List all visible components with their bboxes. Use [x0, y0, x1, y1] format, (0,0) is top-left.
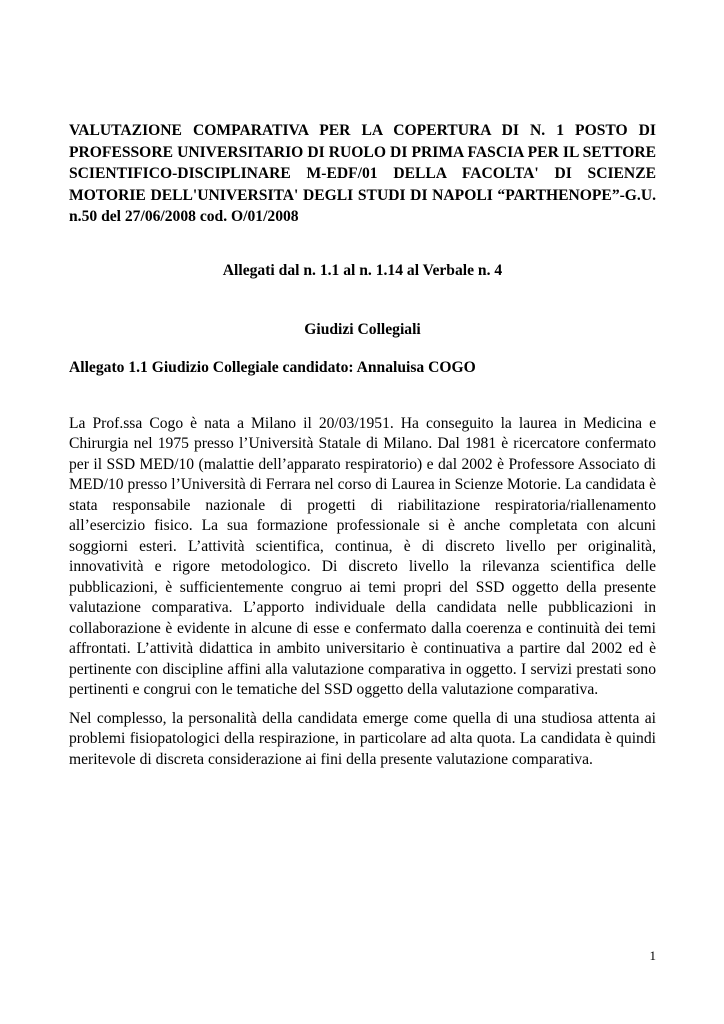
annex-title: Allegato 1.1 Giudizio Collegiale candidato: Annaluisa COGO [69, 358, 476, 376]
judgment-paragraph-2: Nel complesso, la personalità della candidata emerge come quella di una studiosa attenta ai problemi fisiopatologici della respirazione, in particolare ad alta quota. La candidata è quindi meritevole di discreta considerazione ai fini della presente valutazione comparativa. [69, 709, 656, 768]
allegati-line: Allegati dal n. 1.1 al n. 1.14 al Verbale n. 4 [222, 261, 503, 279]
document-body [69, 120, 656, 770]
document-title: VALUTAZIONE COMPARATIVA PER LA COPERTURA DI N. 1 POSTO DI PROFESSORE UNIVERSITARIO DI RUOLO DI PRIMA FASCIA PER IL SETTORE SCIENTIFICO-DISCIPLINARE M-EDF/01 DELLA FACOLTA' DI SCIENZE MOTORIE DELL'UNIVERSITA' DEGLI STUDI DI NAPOLI “PARTHENOPE”-G.U. n.50 del 27/06/2008 cod. O/01/2008 [69, 122, 656, 225]
judgment-paragraph-1: La Prof.ssa Cogo è nata a Milano il 20/03/1951. Ha conseguito la laurea in Medicina e Chirurgia nel 1975 presso l’Università Statale di Milano. Dal 1981 è ricercatore confermato per il SSD MED/10 (malattie dell’apparato respiratorio) e dal 2002 è Professore Associato di MED/10 presso l’Università di Ferrara nel corso di Laurea in Scienze Motorie. La candidata è stata responsabile nazionale di progetti di riabilitazione respiratoria/riallenamento all’esercizio fisico. La sua formazione professionale si è anche completata con alcuni soggiorni esteri. L’attività scientifica, continua, è di discreto livello per originalità, innovatività e rigore metodologico. Di discreto livello la rilevanza scientifica delle pubblicazioni, è sufficientemente congruo ai temi propri del SSD oggetto della presente valutazione comparativa. L’apporto individuale della candidata nelle pubblicazioni in collaborazione è evidente in alcune di esse e confermato dalla coerenza e continuità dei temi affrontati. L’attività didattica in ambito universitario è continuativa a partire dal 2002 ed è pertinente con discipline affini alla valutazione comparativa in oggetto. I servizi prestati sono pertinenti e congrui con le tematiche del SSD oggetto della valutazione comparativa. [69, 414, 656, 698]
section-heading: Giudizi Collegiali [304, 320, 421, 338]
page-number: 1 [649, 948, 656, 963]
